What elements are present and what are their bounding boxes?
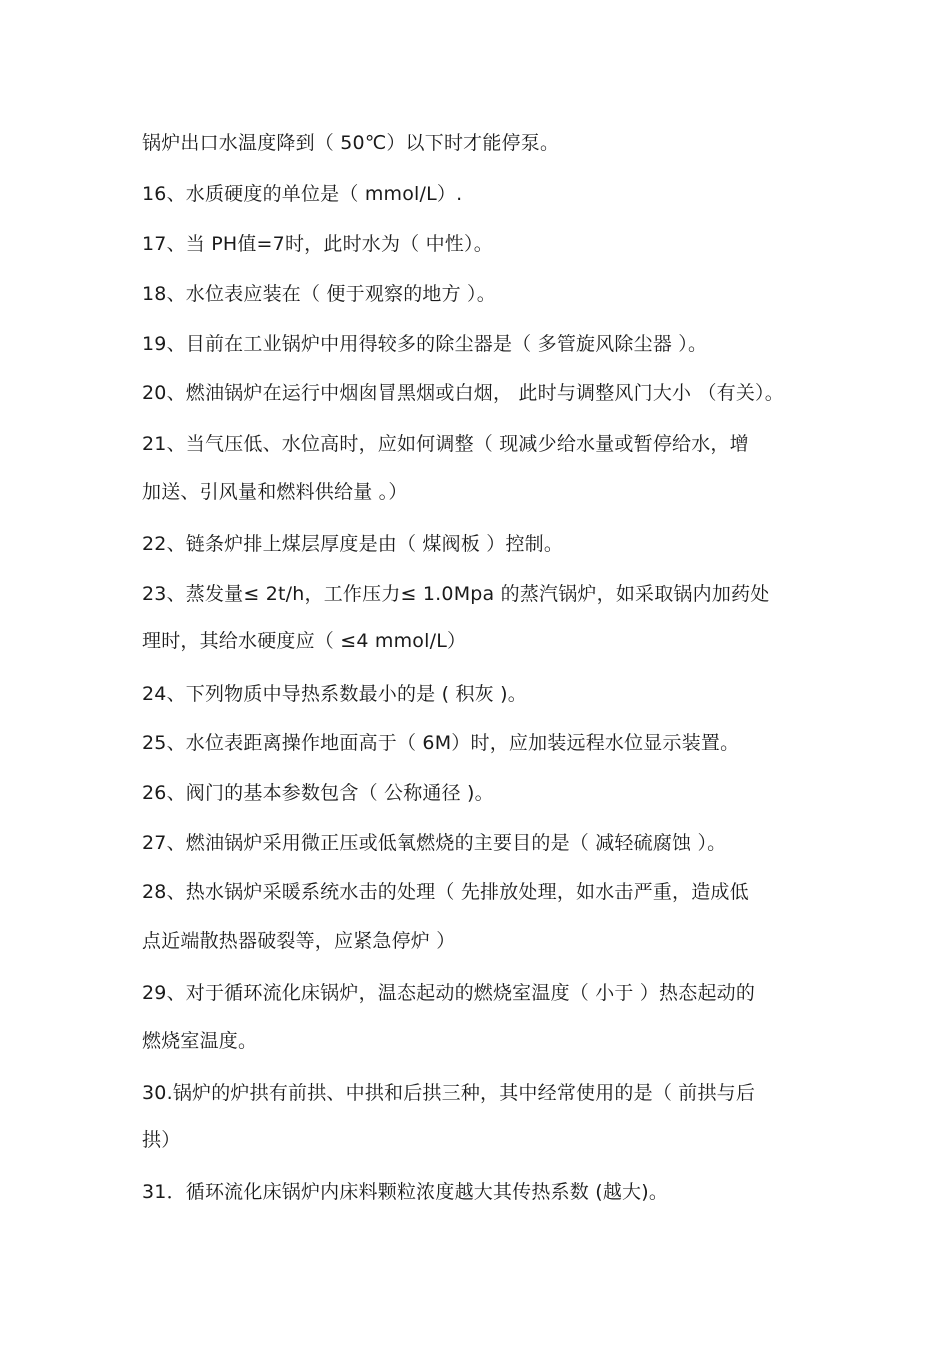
question-30-cont: 拱） bbox=[142, 1129, 181, 1151]
question-21: 21、当气压低、水位高时，应如何调整（ 现减少给水量或暂停给水，增 bbox=[142, 433, 749, 455]
question-27: 27、燃油锅炉采用微正压或低氧燃烧的主要目的是（ 减轻硫腐蚀 ）。 bbox=[142, 832, 727, 854]
question-30: 30.锅炉的炉拱有前拱、中拱和后拱三种，其中经常使用的是（ 前拱与后 bbox=[142, 1082, 756, 1104]
question-20: 20、燃油锅炉在运行中烟囱冒黑烟或白烟， 此时与调整风门大小 （有关）。 bbox=[142, 382, 784, 404]
question-29: 29、对于循环流化床锅炉，温态起动的燃烧室温度（ 小于 ）热态起动的 bbox=[142, 982, 756, 1004]
question-25: 25、水位表距离操作地面高于（ 6M）时，应加装远程水位显示装置。 bbox=[142, 732, 740, 754]
question-26: 26、阀门的基本参数包含（ 公称通径 )。 bbox=[142, 782, 494, 804]
question-29-cont: 燃烧室温度。 bbox=[142, 1030, 258, 1052]
question-23: 23、蒸发量≤ 2t/h，工作压力≤ 1.0Mpa 的蒸汽锅炉，如采取锅内加药处 bbox=[142, 583, 770, 605]
question-22: 22、链条炉排上煤层厚度是由（ 煤阀板 ）控制。 bbox=[142, 533, 564, 555]
question-18: 18、水位表应装在（ 便于观察的地方 ）。 bbox=[142, 283, 496, 305]
question-21-cont: 加送、引风量和燃料供给量 。） bbox=[142, 481, 408, 503]
question-16: 16、水质硬度的单位是（ mmol/L）. bbox=[142, 183, 463, 205]
question-24: 24、下列物质中导热系数最小的是 ( 积灰 )。 bbox=[142, 683, 527, 705]
question-23-cont: 理时，其给水硬度应（ ≤4 mmol/L） bbox=[142, 630, 467, 652]
question-31: 31．循环流化床锅炉内床料颗粒浓度越大其传热系数 (越大)。 bbox=[142, 1181, 669, 1203]
question-28-cont: 点近端散热器破裂等，应紧急停炉 ） bbox=[142, 930, 456, 952]
text-line: 锅炉出口水温度降到（ 50℃）以下时才能停泵。 bbox=[142, 132, 560, 154]
question-28: 28、热水锅炉采暖系统水击的处理（ 先排放处理，如水击严重，造成低 bbox=[142, 881, 749, 903]
question-19: 19、目前在工业锅炉中用得较多的除尘器是（ 多管旋风除尘器 ）。 bbox=[142, 333, 708, 355]
question-17: 17、当 PH值=7时，此时水为（ 中性）。 bbox=[142, 233, 493, 255]
